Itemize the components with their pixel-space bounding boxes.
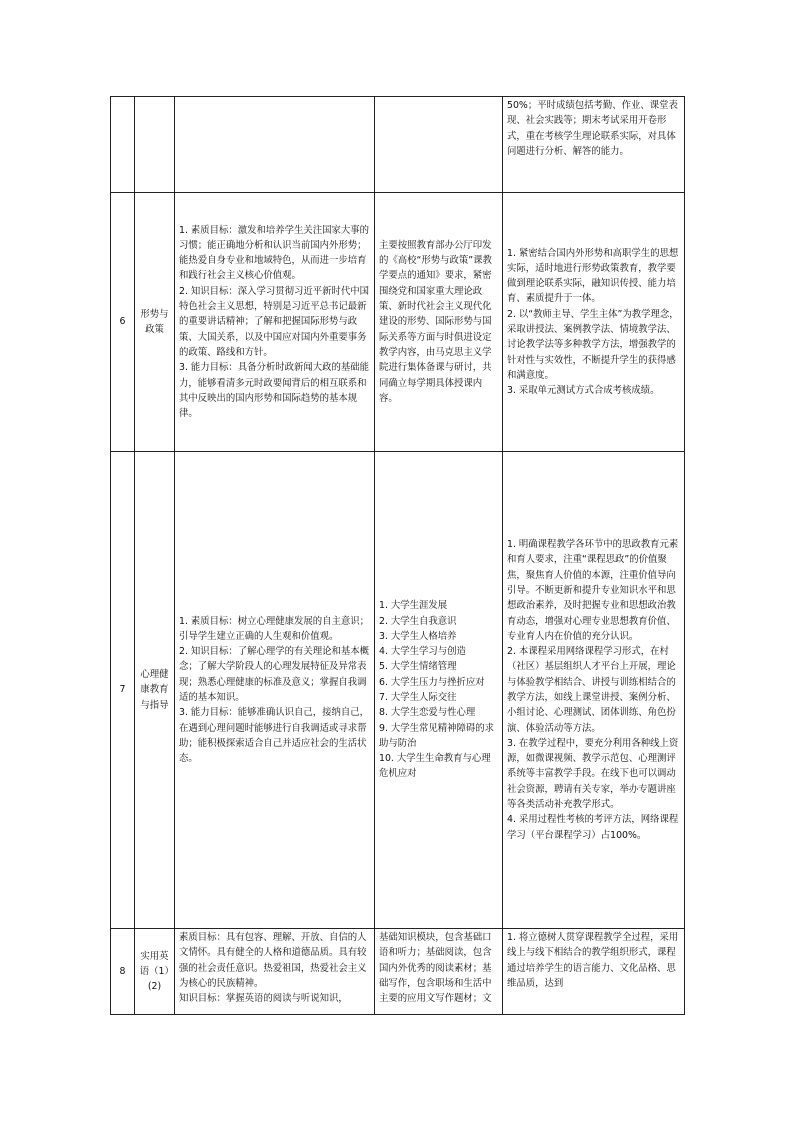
goal-paragraph: 素质目标：具有包容、理解、开放、自信的人文情怀。具有健全的人格和道德品质。具有较强的社会责任意识。热爱祖国，热爱社会主义为核心的民族精神。	[179, 932, 367, 989]
course-goal-cell	[175, 193, 375, 452]
content-paragraph: 基础知识模块，包含基础口语和听力；基础阅读，包含国内外优秀的阅读素材；基础写作，包含职场和生活中主要的应用文写作题材；文	[379, 932, 492, 1005]
method-paragraph: 4. 采用过程性考核的考评方法，网络课程学习（平台课程学习）占100%。	[507, 814, 679, 841]
content-paragraph: 3. 大学生人格培养	[379, 630, 457, 642]
content-paragraph: 5. 大学生情绪管理	[379, 661, 457, 673]
method-paragraph: 1. 将立德树人贯穿课程教学全过程，采用线上与线下相结合的教学组织形式，课程通过培养学生的语言能力、文化品格、思维品质，达到	[507, 932, 679, 989]
course-name-cell	[135, 97, 175, 193]
course-goal-cell	[175, 929, 375, 1015]
course-content-cell	[375, 97, 503, 193]
course-number-cell: 7	[111, 452, 135, 929]
goal-paragraph: 3. 能力目标：具备分析时政新闻大政的基础能力，能够看清多元时政要闻背后的相互联系和其中反映出的国内形势和国际趋势的基本规律。	[179, 362, 370, 420]
course-name-cell: 形势与政策	[135, 193, 175, 452]
method-paragraph: 1. 紧密结合国内外形势和高职学生的思想实际，适时地进行形势政策教育，教学要做到理论联系实际，融知识传授、能力培育、素质提升于一体。	[507, 247, 679, 305]
content-paragraph: 1. 大学生涯发展	[379, 600, 448, 612]
teaching-method-cell	[503, 929, 685, 1015]
course-name-cell: 实用英语（1）(2)	[135, 929, 175, 1015]
content-paragraph: 6. 大学生压力与挫折应对	[379, 676, 485, 688]
curriculum-table	[110, 96, 685, 1015]
goal-paragraph: 3. 能力目标：能够准确认识自己，接纳自己，在遇到心理问题时能够进行自我调适或寻求帮助；能积极探索适合自己并适应社会的生活状态。	[179, 707, 370, 765]
content-paragraph: 9. 大学生常见精神障碍的求助与防治	[379, 722, 495, 749]
teaching-method-cell	[503, 452, 685, 929]
method-paragraph: 3. 在教学过程中，要充分利用各种线上资源，如微课视频、教学示范包、心理测评系统等丰富教学手段。在线下也可以调动社会资源，聘请有关专家，举办专题讲座等各类活动补充教学形式。	[507, 737, 679, 811]
goal-paragraph: 2. 知识目标：了解心理学的有关理论和基本概念；了解大学阶段人的心理发展特征及异常表现；熟悉心理健康的标准及意义；掌握自我调适的基本知识。	[179, 646, 370, 703]
method-paragraph: 3. 采取单元测试方式合成考核成绩。	[507, 385, 660, 397]
method-paragraph: 1. 明确课程教学各环节中的思政教育元素和育人要求，注重“课程思政”的价值聚焦，聚焦育人价值的本源，注重价值导向引导。不断更新和提升专业知识水平和思想政治素养，及时把握专业和思想政治教育动态，增强对心理专业思想教育价值、专业育人内在价值的充分认识。	[507, 539, 679, 642]
content-paragraph: 4. 大学生学习与创造	[379, 646, 466, 658]
method-paragraph: 2. 以“教师主导、学生主体”为教学理念，采取讲授法、案例教学法、情境教学法、讨论教学法等多种教学方法，增强教学的针对性与实效性，不断提升学生的获得感和满意度。	[507, 308, 679, 381]
course-content-cell	[375, 929, 503, 1015]
goal-paragraph: 1. 素质目标：激发和培养学生关注国家大事的习惯；能正确地分析和认识当前国内外形势；能热爱自身专业和地域特色，从而进一步培育和践行社会主义核心价值观。	[179, 224, 370, 282]
content-paragraph: 7. 大学生人际交往	[379, 692, 457, 703]
table-row	[111, 97, 685, 193]
method-paragraph: 2. 本课程采用网络课程学习形式，在村（社区）基层组织人才平台上开展，理论与体验教学相结合、讲授与训练相结合的教学方法，如线上课堂讲授、案例分析、小组讨论、心理测试、团体训练、角色扮演、体验活动等方法。	[507, 646, 676, 734]
table-row	[111, 452, 685, 929]
course-number-cell	[111, 97, 135, 193]
method-paragraph: 50%；平时成绩包括考勤、作业、课堂表现、社会实践等；期末考试采用开卷形式，重在考核学生理论联系实际，对具体问题进行分析、解答的能力。	[507, 100, 678, 157]
content-paragraph: 2. 大学生自我意识	[379, 615, 457, 627]
table-row	[111, 929, 685, 1015]
course-name-cell: 心理健康教育与指导	[135, 452, 175, 929]
table-row	[111, 193, 685, 452]
goal-paragraph: 知识目标：掌握英语的阅读与听说知识，	[179, 993, 348, 1005]
teaching-method-cell	[503, 97, 685, 193]
course-number-cell: 6	[111, 193, 135, 452]
course-goal-cell	[175, 97, 375, 193]
teaching-method-cell	[503, 193, 685, 452]
goal-paragraph: 1. 素质目标：树立心理健康发展的自主意识；引导学生建立正确的人生观和价值观。	[179, 615, 370, 642]
course-number-cell: 8	[111, 929, 135, 1015]
content-paragraph: 8. 大学生恋爱与性心理	[379, 707, 476, 719]
course-content-cell	[375, 452, 503, 929]
content-paragraph: 10. 大学生生命教育与心理危机应对	[379, 753, 491, 780]
goal-paragraph: 2. 知识目标：深入学习贯彻习近平新时代中国特色社会主义思想，特别是习近平总书记最新的重要讲话精神；了解和把握国际形势与政策、大国关系，以及中国应对国内外重要事务的政策、路线和方针。	[179, 285, 370, 358]
course-goal-cell	[175, 452, 375, 929]
content-paragraph: 主要按照教育部办公厅印发的《高校“形势与政策”课教学要点的通知》要求，紧密围绕党和国家重大理论政策、新时代社会主义现代化建设的形势、国际形势与国际关系等方面与时俱进设定教学内容，由马克思主义学院进行集体备课与研讨，共同确立每学期具体授课内容。	[379, 239, 492, 404]
course-content-cell	[375, 193, 503, 452]
